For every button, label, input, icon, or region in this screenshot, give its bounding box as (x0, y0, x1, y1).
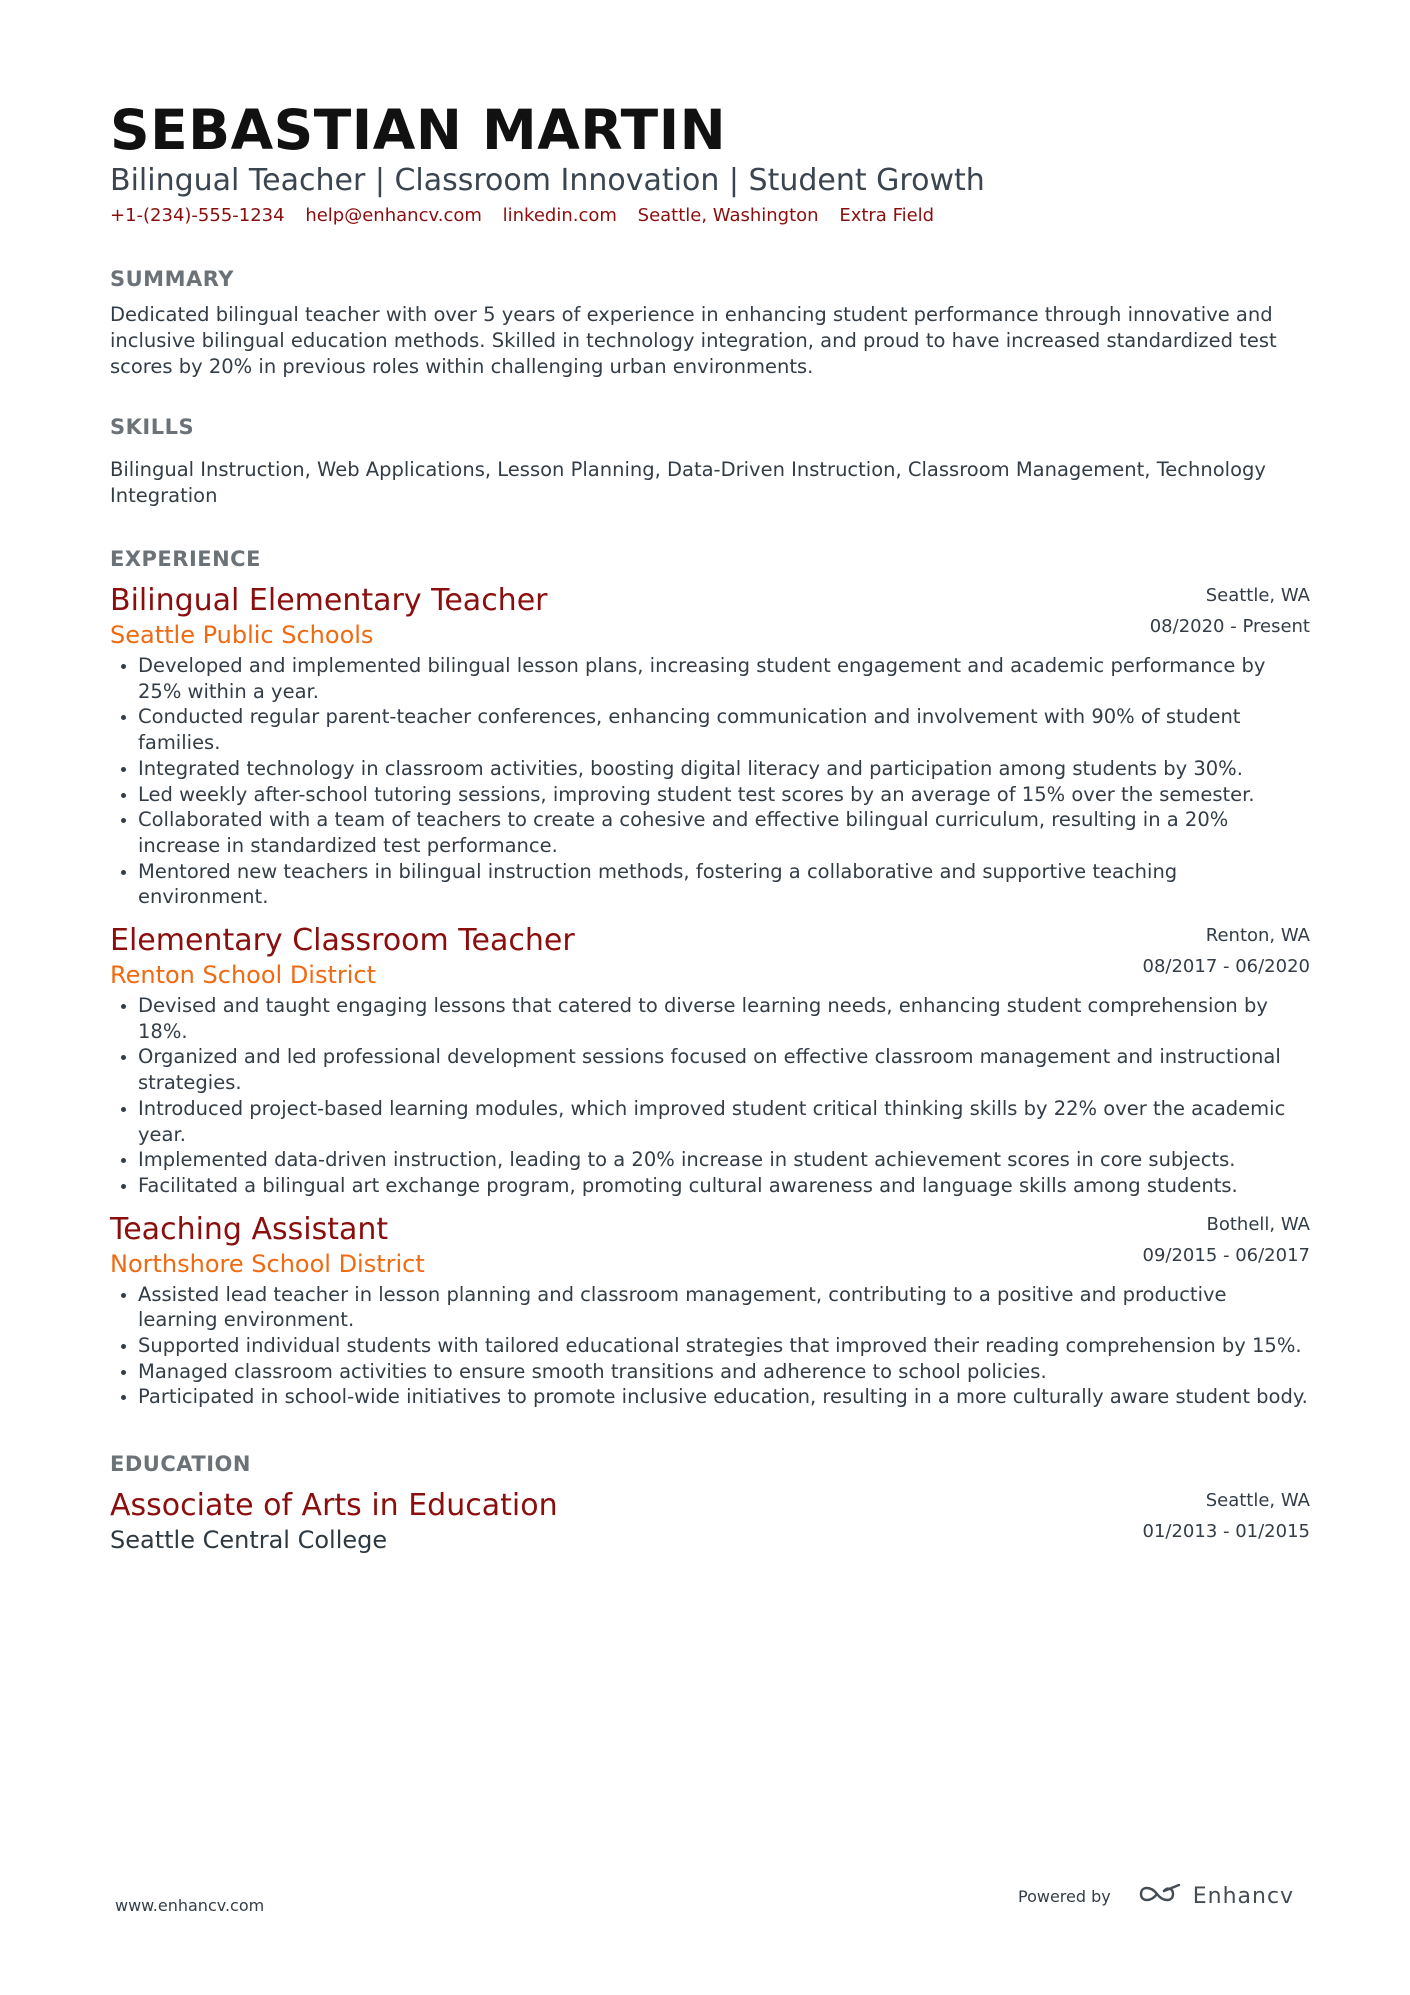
list-item: • Implemented data-driven instruction, leading to a 20% increase in student achievement scores in core subjects. (138, 1147, 1310, 1173)
list-item: • Managed classroom activities to ensure smooth transitions and adherence to school policies. (138, 1359, 1310, 1385)
job-dates: 08/2020 - Present (1149, 616, 1310, 637)
job-dates: 09/2015 - 06/2017 (1142, 1244, 1310, 1266)
candidate-name: SEBASTIAN MARTIN (110, 98, 727, 162)
education-meta (1143, 1488, 1311, 1550)
job-company: Renton School District (110, 961, 377, 990)
job-bullets (110, 653, 1310, 910)
job-title: Teaching Assistant (110, 1211, 389, 1247)
list-item: • Organized and led professional development sessions focused on effective classroom management and instructional strategies. (138, 1044, 1310, 1095)
enhancv-brand-text: Enhancv (1192, 1883, 1295, 1909)
education-school: Seattle Central College (110, 1526, 388, 1555)
job-meta (1143, 1212, 1311, 1274)
job-entry (110, 1212, 1310, 1411)
list-item: • Participated in school-wide initiatives to promote inclusive education, resulting in a more culturally aware student body. (138, 1384, 1310, 1410)
job-bullets (110, 1282, 1310, 1411)
education-dates: 01/2013 - 01/2015 (1142, 1521, 1310, 1543)
list-item: • Supported individual students with tailored educational strategies that improved their reading comprehension by 15%. (138, 1333, 1310, 1359)
job-location: Seattle, WA (1205, 585, 1310, 606)
list-item: • Devised and taught engaging lessons that catered to diverse learning needs, enhancing student comprehension by 18%. (138, 993, 1310, 1044)
resume-page (110, 98, 1310, 1556)
location-text: Seattle, Washington (637, 205, 819, 226)
phone-link[interactable]: +1-(234)-555-1234 (110, 205, 285, 226)
experience-heading: EXPERIENCE (110, 547, 261, 571)
enhancv-logo-icon (1137, 1882, 1183, 1910)
experience-list (110, 583, 1310, 1410)
contact-info (110, 204, 1310, 228)
job-entry (110, 583, 1310, 910)
education-entry (110, 1488, 1310, 1556)
list-item: • Introduced project-based learning modules, which improved student critical thinking skills by 22% over the academic year. (138, 1096, 1310, 1147)
job-meta (1143, 923, 1311, 985)
linkedin-link[interactable]: linkedin.com (502, 205, 617, 226)
job-title: Bilingual Elementary Teacher (110, 583, 548, 618)
job-entry (110, 923, 1310, 1199)
skills-text: Bilingual Instruction, Web Applications, Lesson Planning, Data-Driven Instruction, Classroom Management, Technology Integration (110, 458, 1266, 507)
job-dates: 08/2017 - 06/2020 (1142, 956, 1310, 978)
email-link[interactable]: help@enhancv.com (305, 205, 482, 226)
footer-website[interactable]: www.enhancv.com (115, 1896, 265, 1915)
list-item: • Conducted regular parent-teacher conferences, enhancing communication and involvement with 90% of student families. (138, 704, 1310, 755)
list-item: • Led weekly after-school tutoring sessions, improving student test scores by an average of 15% over the semester. (138, 782, 1310, 808)
job-location: Bothell, WA (1206, 1213, 1310, 1235)
job-bullets (110, 993, 1310, 1199)
education-location: Seattle, WA (1205, 1490, 1310, 1512)
job-company: Northshore School District (110, 1249, 425, 1278)
job-company: Seattle Public Schools (110, 621, 374, 649)
footer-branding (1018, 1882, 1294, 1910)
job-title: Elementary Classroom Teacher (110, 923, 575, 959)
education-degree: Associate of Arts in Education (110, 1488, 558, 1524)
skills-heading: SKILLS (110, 415, 195, 439)
list-item: • Developed and implemented bilingual lesson plans, increasing student engagement and academic performance by 25% within a year. (138, 653, 1310, 704)
powered-by-label: Powered by (1018, 1886, 1111, 1906)
list-item: • Collaborated with a team of teachers to create a cohesive and effective bilingual curriculum, resulting in a 20% increase in standardized test performance. (138, 807, 1310, 858)
job-meta (1150, 583, 1310, 645)
list-item: • Facilitated a bilingual art exchange program, promoting cultural awareness and language skills among students. (138, 1173, 1310, 1199)
candidate-headline: Bilingual Teacher | Classroom Innovation | Student Growth (110, 163, 985, 198)
job-location: Renton, WA (1205, 925, 1310, 947)
education-heading: EDUCATION (110, 1452, 251, 1477)
list-item: • Integrated technology in classroom activities, boosting digital literacy and participation among students by 30%. (138, 756, 1310, 782)
extra-field-text: Extra Field (839, 205, 935, 226)
list-item: • Assisted lead teacher in lesson planning and classroom management, contributing to a positive and productive learning environment. (138, 1282, 1310, 1333)
list-item: • Mentored new teachers in bilingual instruction methods, fostering a collaborative and supportive teaching environment. (138, 859, 1310, 910)
summary-heading: SUMMARY (110, 267, 234, 291)
summary-text: Dedicated bilingual teacher with over 5 years of experience in enhancing student performance through innovative and inclusive bilingual education methods. Skilled in technology integration, and proud to have increased standardized test scores by 20% in previous roles within challenging urban environments. (110, 303, 1277, 378)
